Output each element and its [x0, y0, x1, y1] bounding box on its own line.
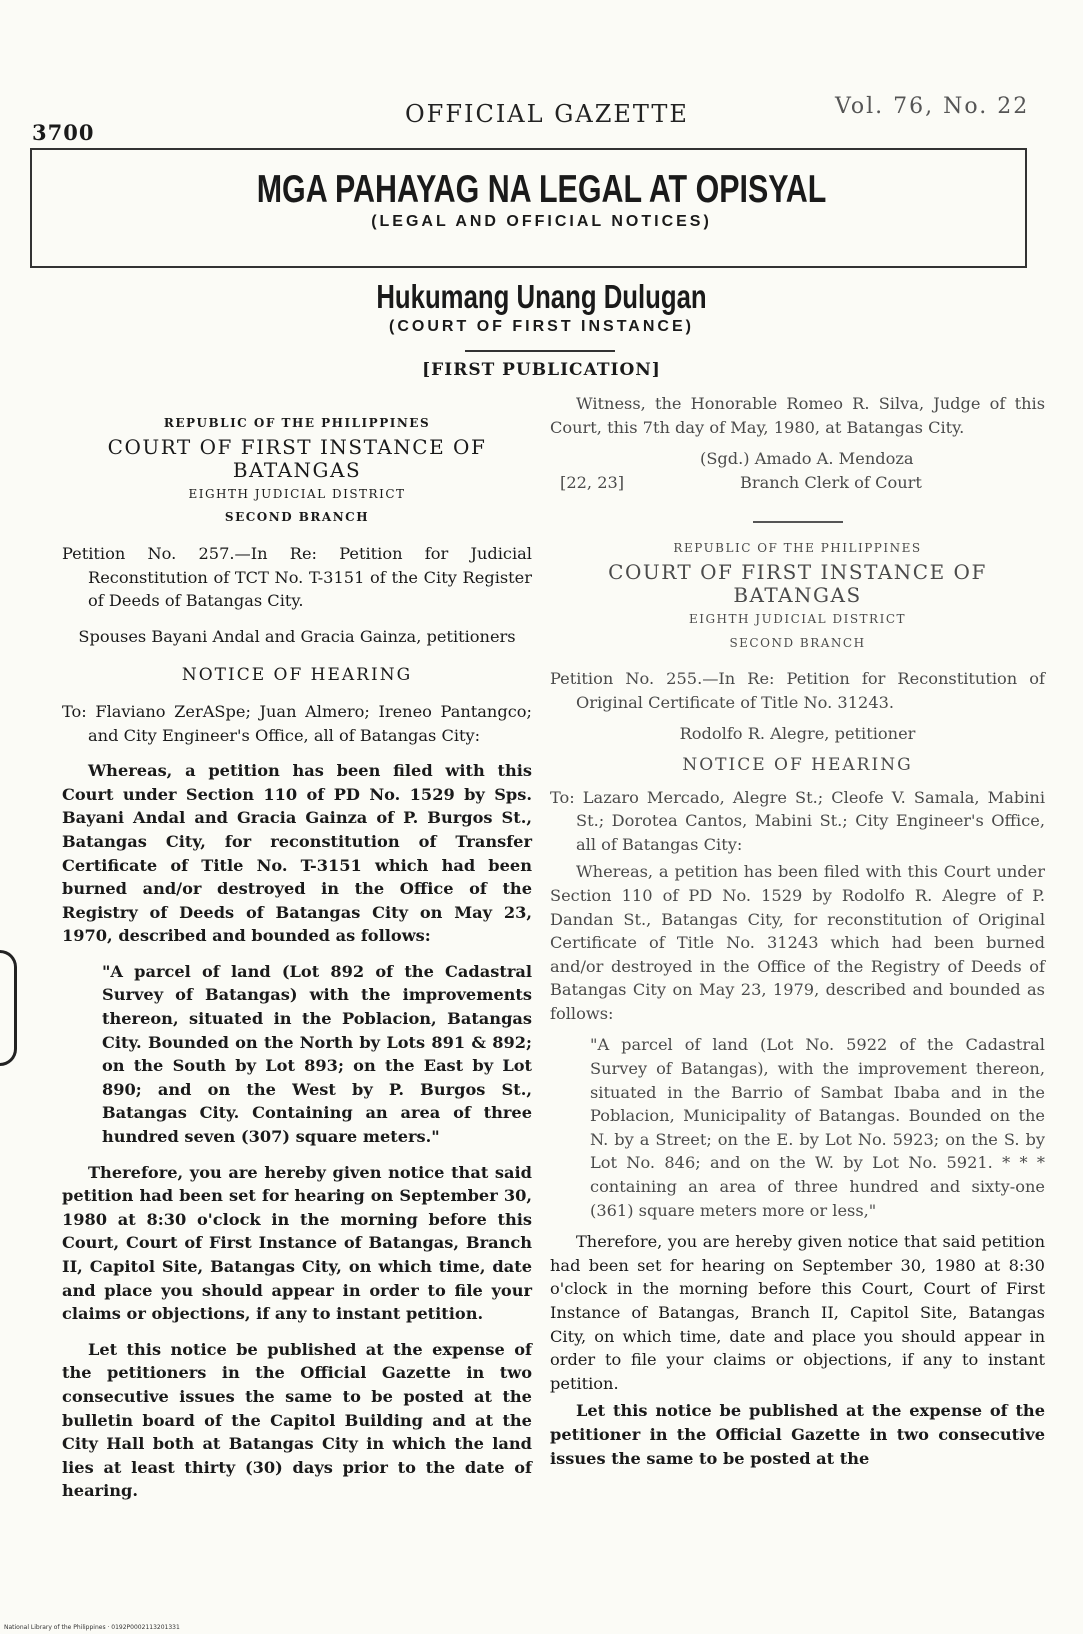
notice-1-heading: NOTICE OF HEARING	[181, 665, 413, 686]
signature-title: Branch Clerk of Court	[740, 473, 922, 493]
notice-1-petition: Petition No. 257.—In Re: Petition for Judicial Reconstitution of TCT No. T-3151 of the City Register of Deeds of Batangas City.	[62, 543, 532, 611]
notice-2-property-description: "A parcel of land (Lot No. 5922 of the Cadastral Survey of Batangas), with the improvement thereon, situated in the Barrio of Sambat Ibaba and in the Poblacion, Municipality of Batangas. Bounded on the N. by a Street; on the E. by Lot No. 5923; on the S. by Lot No. 846; and on the W. by Lot No. 5921. * * * containing an area of three hundred and sixty-one (361) square meters more or less,"	[590, 1035, 1045, 1220]
notice-1-court: COURT OF FIRST INSTANCE OF BATANGAS	[107, 434, 487, 483]
notice-2-branch: SECOND BRANCH	[729, 635, 866, 650]
volume-number: Vol. 76, No. 22	[835, 94, 1030, 119]
notice-1-therefore: Therefore, you are hereby given notice that said petition had been set for hearing on September 30, 1980 at 8:30 o'clock in the morning before this Court, Court of First Instance of Batangas, Branch II, Capitol Site, Batangas City, on which time, date and place you should appear in order to file your claims or objections, if any to instant petition.	[62, 1162, 532, 1324]
notice-2-recipients: To: Lazaro Mercado, Alegre St.; Cleofe V. Samala, Mabini St.; Dorotea Cantos, Mabini St.; City Engineer's Office, all of Batangas City:	[550, 787, 1045, 854]
page-number: 3700	[32, 120, 95, 145]
notice-1-publication-order: Let this notice be published at the expense of the petitioners in the Official Gazette in two consecutive issues the same to be posted at the bulletin board of the Capitol Building and at the City Hall both at Batangas City in which the land lies at least thirty (30) days prior to the date of hearing.	[62, 1339, 532, 1501]
notice-1	[62, 412, 532, 1503]
signature-name: (Sgd.) Amado A. Mendoza	[700, 449, 914, 469]
notice-2-court: COURT OF FIRST INSTANCE OF BATANGAS	[608, 559, 987, 608]
banner-left-rule	[30, 148, 32, 268]
publication-label: [FIRST PUBLICATION]	[422, 360, 661, 380]
issue-numbers: [22, 23]	[560, 473, 625, 493]
notice-1-whereas: Whereas, a petition has been filed with this Court under Section 110 of PD No. 1529 by Sps. Bayani Andal and Gracia Gainza of P. Burgos St., Batangas City, for reconstitution of Transfer Certificate of Title No. T-3151 which had been burned and/or destroyed in the Office of the Registry of Deeds of Batangas City on May 23, 1970, described and bounded as follows:	[62, 761, 532, 946]
section-divider	[465, 350, 615, 352]
notice-1-district: EIGHTH JUDICIAL DISTRICT	[188, 486, 406, 501]
banner-bottom-rule	[30, 266, 1027, 268]
notice-2-district: EIGHTH JUDICIAL DISTRICT	[688, 611, 907, 626]
notice-2-parties: Rodolfo R. Alegre, petitioner	[679, 724, 916, 744]
notice-1-parties: Spouses Bayani Andal and Gracia Gainza, petitioners	[78, 626, 516, 646]
scan-footer: National Library of the Philippines · 0192P0002113201331	[4, 1624, 180, 1631]
notice-2-petition: Petition No. 255.—In Re: Petition for Reconstitution of Original Certificate of Title No. 31243.	[550, 669, 1045, 712]
section-title: Hukumang Unang Dulugan	[376, 278, 707, 315]
section-subtitle: (COURT OF FIRST INSTANCE)	[389, 318, 694, 335]
notice-2-publication-order: Let this notice be published at the expense of the petitioner in the Official Gazette in two consecutive issues the same to be posted at the	[550, 1401, 1045, 1468]
notice-1-witness: Witness, the Honorable Romeo R. Silva, Judge of this Court, this 7th day of May, 1980, at Batangas City.	[550, 394, 1045, 437]
banner-subtitle: (LEGAL AND OFFICIAL NOTICES)	[371, 213, 712, 230]
binding-edge-mark	[0, 950, 17, 1066]
notice-1-recipients: To: Flaviano ZerASpe; Juan Almero; Ireneo Pantangco; and City Engineer's Office, all of Batangas City:	[62, 701, 532, 745]
banner-title: MGA PAHAYAG NA LEGAL AT OPISYAL	[256, 168, 827, 211]
right-column	[550, 392, 1045, 1470]
gazette-title: OFFICIAL GAZETTE	[405, 100, 689, 128]
notice-1-republic: REPUBLIC OF THE PHILIPPINES	[163, 416, 431, 430]
notice-1-property-description: "A parcel of land (Lot 892 of the Cadastral Survey of Batangas) with the improvements thereon, situated in the Poblacion, Batangas City. Bounded on the North by Lots 891 & 892; on the South by Lot 893; on the East by Lot 890; and on the West by P. Burgos St., Batangas City. Containing an area of three hundred seven (307) square meters."	[102, 961, 532, 1147]
notice-2-whereas: Whereas, a petition has been filed with this Court under Section 110 of PD No. 1529 by Rodolfo R. Alegre of P. Dandan St., Batangas City, for reconstitution of Original Certificate of Title No. 31243 which had been burned and/or destroyed in the Office of the Registry of Deeds of Batangas City on May 23, 1979, described and bounded as follows:	[550, 862, 1045, 1023]
notice-2-republic: REPUBLIC OF THE PHILIPPINES	[673, 541, 922, 556]
banner-right-rule	[1025, 148, 1027, 268]
notice-2-therefore: Therefore, you are hereby given notice that said petition had been set for hearing on September 30, 1980 at 8:30 o'clock in the morning before this Court, Court of First Instance of Batangas, Branch II, Capitol Site, Batangas City, on which time, date and place you should appear in order to file your claims or objections, if any to instant petition.	[550, 1232, 1045, 1393]
notice-1-branch: SECOND BRANCH	[224, 510, 370, 525]
notice-2-heading: NOTICE OF HEARING	[682, 754, 913, 775]
signature-block	[550, 447, 1045, 507]
banner-top-rule	[30, 148, 1027, 150]
notice-separator	[753, 521, 843, 523]
